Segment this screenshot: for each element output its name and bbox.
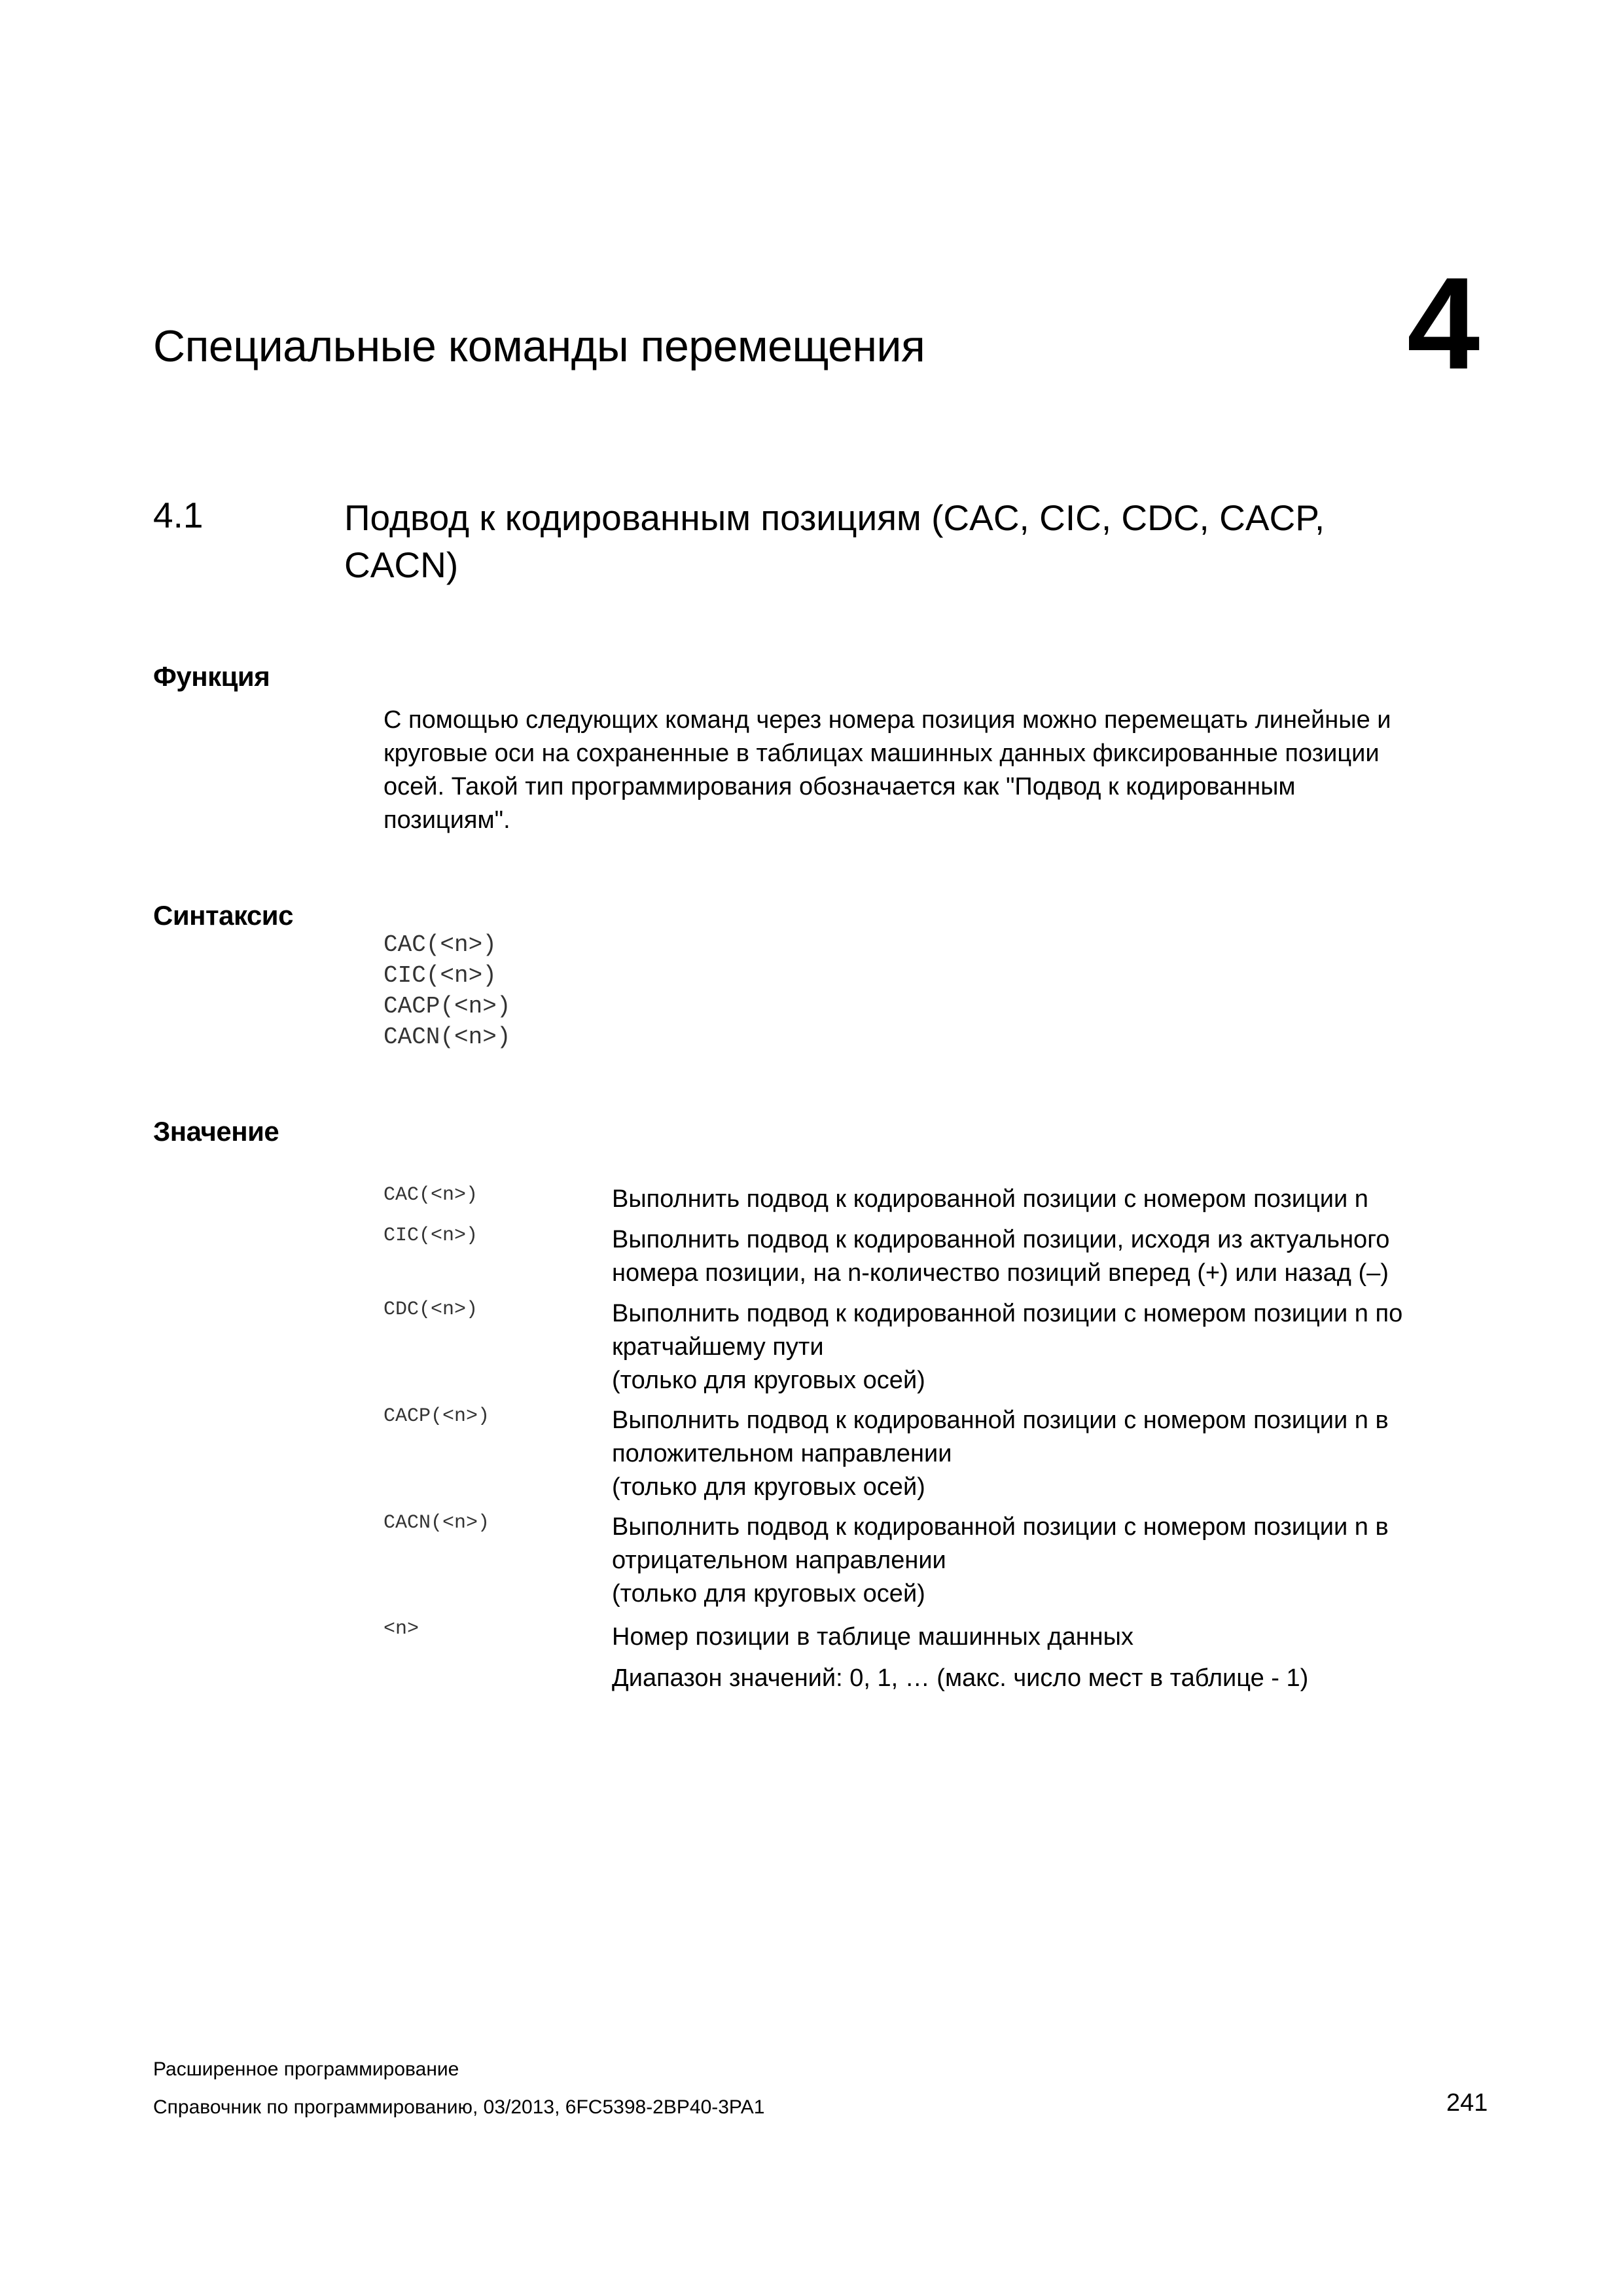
section-number: 4.1 <box>153 495 204 535</box>
syntax-line: CAC(<n>) <box>383 931 497 958</box>
text-line: кратчайшему пути <box>612 1333 824 1361</box>
meaning-heading: Значение <box>153 1116 279 1147</box>
definition-description <box>612 1511 1515 1611</box>
text-line: номера позиции, на n-количество позиций вперед (+) или назад (–) <box>612 1259 1389 1287</box>
text-line: осей. Такой тип программирования обозначается как "Подвод к кодированным <box>383 773 1296 800</box>
definition-term: <n> <box>383 1618 419 1640</box>
definition-term: CACP(<n>) <box>383 1405 490 1427</box>
definition-description <box>612 1297 1515 1397</box>
text-line: отрицательном направлении <box>612 1547 946 1574</box>
definition-description <box>612 1404 1515 1504</box>
section-title <box>344 494 1496 588</box>
text-line: позициям". <box>383 806 510 834</box>
text-line: Выполнить подвод к кодированной позиции с номером позиции n <box>612 1185 1368 1213</box>
syntax-line: CACP(<n>) <box>383 993 511 1020</box>
syntax-line: CACN(<n>) <box>383 1024 511 1050</box>
page-number: 241 <box>1446 2089 1488 2117</box>
function-text <box>383 704 1496 837</box>
section-title-line: Подвод к кодированным позициям (CAC, CIC, CDC, CACP, <box>344 497 1325 538</box>
text-line: Выполнить подвод к кодированной позиции с номером позиции n в <box>612 1407 1389 1434</box>
function-heading: Функция <box>153 661 270 692</box>
definition-term: CAC(<n>) <box>383 1184 478 1206</box>
text-line: С помощью следующих команд через номера позиция можно перемещать линейные и <box>383 706 1391 734</box>
definition-description <box>612 1223 1515 1290</box>
chapter-number: 4 <box>1407 251 1480 397</box>
section-title-line: CACN) <box>344 545 459 585</box>
text-line: Номер позиции в таблице машинных данных <box>612 1623 1133 1651</box>
text-line: Выполнить подвод к кодированной позиции с номером позиции n в <box>612 1513 1389 1541</box>
definition-term: CDC(<n>) <box>383 1299 478 1321</box>
definition-description <box>612 1183 1515 1216</box>
text-line: круговые оси на сохраненные в таблицах машинных данных фиксированные позиции <box>383 740 1380 767</box>
syntax-line: CIC(<n>) <box>383 962 497 989</box>
definition-term: CACN(<n>) <box>383 1512 490 1534</box>
syntax-heading: Синтаксис <box>153 900 293 931</box>
text-line: Диапазон значений: 0, 1, … (макс. число мест в таблице - 1) <box>612 1664 1309 1692</box>
text-line: (только для круговых осей) <box>612 1473 925 1501</box>
text-line: (только для круговых осей) <box>612 1580 925 1607</box>
footer-document-info: Справочник по программированию, 03/2013, 6FC5398-2BP40-3PA1 <box>153 2096 765 2118</box>
text-line: Выполнить подвод к кодированной позиции с номером позиции n по <box>612 1300 1403 1327</box>
text-line: Выполнить подвод к кодированной позиции, исходя из актуального <box>612 1226 1390 1253</box>
footer-book-title: Расширенное программирование <box>153 2058 459 2080</box>
definition-description <box>612 1617 1515 1699</box>
text-line: (только для круговых осей) <box>612 1367 925 1394</box>
text-line: положительном направлении <box>612 1440 952 1467</box>
syntax-block <box>383 929 510 1052</box>
definition-term: CIC(<n>) <box>383 1225 478 1247</box>
chapter-title: Специальные команды перемещения <box>153 321 925 371</box>
